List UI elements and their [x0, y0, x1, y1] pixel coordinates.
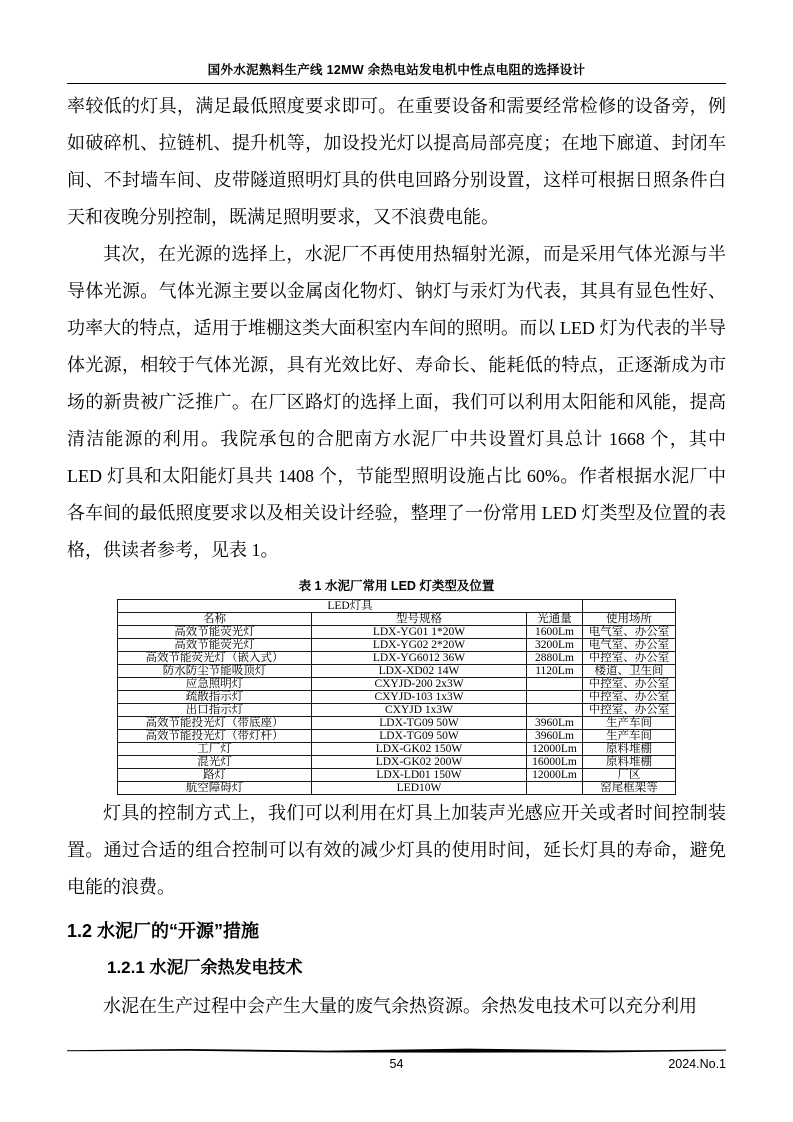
table-group-header: LED灯具 — [118, 600, 583, 613]
section-heading-1-2: 1.2 水泥厂的“开源”措施 — [67, 921, 260, 941]
table-row — [118, 678, 676, 691]
table-cell — [527, 782, 583, 795]
table-row — [118, 652, 676, 665]
page-number: 54 — [389, 1057, 404, 1071]
table-cell: LDX-TG09 50W — [312, 730, 527, 743]
table-cell — [527, 704, 583, 717]
table-column-header: 光通量 — [527, 613, 583, 626]
table-cell: 高效节能荧光灯 — [118, 626, 312, 639]
table-cell: LDX-YG6012 36W — [312, 652, 527, 665]
table-cell: 航空障碍灯 — [118, 782, 312, 795]
table-cell: 12000Lm — [527, 769, 583, 782]
table-cell: 3960Lm — [527, 730, 583, 743]
page-content — [67, 88, 726, 1025]
paragraph-lamp-control: 灯具的控制方式上，我们可以利用在灯具上加装声光感应开关或者时间控制装置。通过合适的组合控制可以有效的减少灯具的使用时间，延长灯具的寿命，避免电能的浪费。 — [67, 803, 726, 897]
led-table-body — [118, 626, 676, 795]
table-cell: CXYJD 1x3W — [312, 704, 527, 717]
table-cell: CXYJD-200 2x3W — [312, 678, 527, 691]
table-row — [118, 769, 676, 782]
table-cell: LDX-GK02 200W — [312, 756, 527, 769]
table-cell: 疏散指示灯 — [118, 691, 312, 704]
table-cell: 1120Lm — [527, 665, 583, 678]
table-cell: LDX-XD02 14W — [312, 665, 527, 678]
table-cell: 出口指示灯 — [118, 704, 312, 717]
table-column-header: 型号规格 — [312, 613, 527, 626]
table-row — [118, 730, 676, 743]
table-row — [118, 756, 676, 769]
table-cell: 生产车间 — [583, 730, 676, 743]
table-cell: LDX-YG02 2*20W — [312, 639, 527, 652]
table-column-header-row — [118, 613, 676, 626]
table-row — [118, 639, 676, 652]
led-table-head — [118, 600, 676, 626]
running-head-title: 国外水泥熟料生产线 12MW 余热电站发电机中性点电阻的选择设计 — [207, 63, 586, 77]
footer-text-line — [67, 1057, 726, 1073]
table-cell: LDX-GK02 150W — [312, 743, 527, 756]
table-cell: 原料堆棚 — [583, 756, 676, 769]
table-group-header-row — [118, 600, 676, 613]
table-cell: 厂区 — [583, 769, 676, 782]
table-cell: 高效节能投光灯（带底座） — [118, 717, 312, 730]
table-cell: 电气室、办公室 — [583, 639, 676, 652]
page-footer — [67, 1047, 726, 1073]
table-cell: 原料堆棚 — [583, 743, 676, 756]
table-cell: LDX-TG09 50W — [312, 717, 527, 730]
page-header — [67, 60, 726, 84]
paragraph-waste-heat: 水泥在生产过程中会产生大量的废气余热资源。余热发电技术可以充分利用 — [103, 996, 697, 1016]
table-cell: 中控室、办公室 — [583, 704, 676, 717]
table-cell: 工厂灯 — [118, 743, 312, 756]
table-cell: LED10W — [312, 782, 527, 795]
table-row — [118, 782, 676, 795]
table-cell: 应急照明灯 — [118, 678, 312, 691]
paragraph-light-sources: 其次，在光源的选择上，水泥厂不再使用热辐射光源，而是采用气体光源与半导体光源。气体光源主要以金属卤化物灯、钠灯与汞灯为代表，其具有显色性好、功率大的特点，适用于堆棚这类大面积室内车间的照明。而以 LED 灯为代表的半导体光源，相较于气体光源，具有光效比好、寿命长、能耗低的特点，正逐渐成为市场的新贵被广泛推广。在厂区路灯的选择上面，我们可以利用太阳能和风能，提高清洁能源的利用。我院承包的合肥南方水泥厂中共设置灯具总计 1668 个，其中 LED 灯具和太阳能灯具共 1408 个，节能型照明设施占比 60%。作者根据水泥厂中各车间的最低照度要求以及相关设计经验，整理了一份常用 LED 灯类型及位置的表格，供读者参考，见表 1。 — [67, 244, 726, 560]
table-cell: 2880Lm — [527, 652, 583, 665]
table-row — [118, 691, 676, 704]
table-column-header: 名称 — [118, 613, 312, 626]
table-cell: 1600Lm — [527, 626, 583, 639]
table-cell: 中控室、办公室 — [583, 652, 676, 665]
table-cell: 中控室、办公室 — [583, 678, 676, 691]
table-cell: 防水防尘节能吸顶灯 — [118, 665, 312, 678]
table-cell: 生产车间 — [583, 717, 676, 730]
table-cell: 12000Lm — [527, 743, 583, 756]
table-cell: 楼道、卫生间 — [583, 665, 676, 678]
table-cell: 高效节能投光灯（带灯杆） — [118, 730, 312, 743]
table-cell: 3200Lm — [527, 639, 583, 652]
table-row — [118, 665, 676, 678]
table-cell: 高效节能荧光灯 — [118, 639, 312, 652]
table-cell: 路灯 — [118, 769, 312, 782]
table-row — [118, 743, 676, 756]
table-cell: 高效节能荧光灯（嵌入式） — [118, 652, 312, 665]
table-cell: 中控室、办公室 — [583, 691, 676, 704]
table-cell: 窑尾框架等 — [583, 782, 676, 795]
table-row — [118, 717, 676, 730]
table-cell — [527, 691, 583, 704]
table-cell: LDX-YG01 1*20W — [312, 626, 527, 639]
header-rule — [67, 83, 726, 84]
paragraph-lighting-continued: 率较低的灯具，满足最低照度要求即可。在重要设备和需要经常检修的设备旁，例如破碎机、拉链机、提升机等，加设投光灯以提高局部亮度；在地下廊道、封闭车间、不封墙车间、皮带隧道照明灯具的供电回路分别设置，这样可根据日照条件白天和夜晚分别控制，既满足照明要求，又不浪费电能。 — [67, 96, 726, 227]
table-caption: 表 1 水泥厂常用 LED 灯类型及位置 — [298, 579, 495, 593]
table-group-header-empty-cell — [583, 600, 676, 613]
footer-rule — [67, 1047, 726, 1055]
table-row — [118, 704, 676, 717]
subsection-heading-1-2-1: 1.2.1 水泥厂余热发电技术 — [107, 958, 303, 977]
table-cell: 混光灯 — [118, 756, 312, 769]
table-cell: 电气室、办公室 — [583, 626, 676, 639]
table-cell: CXYJD-103 1x3W — [312, 691, 527, 704]
table-cell: 3960Lm — [527, 717, 583, 730]
table-cell: LDX-LD01 150W — [312, 769, 527, 782]
led-lamp-table — [117, 599, 676, 795]
table-cell: 16000Lm — [527, 756, 583, 769]
table-row — [118, 626, 676, 639]
table-column-header: 使用场所 — [583, 613, 676, 626]
table-cell — [527, 678, 583, 691]
issue-number: 2024.No.1 — [668, 1057, 726, 1071]
